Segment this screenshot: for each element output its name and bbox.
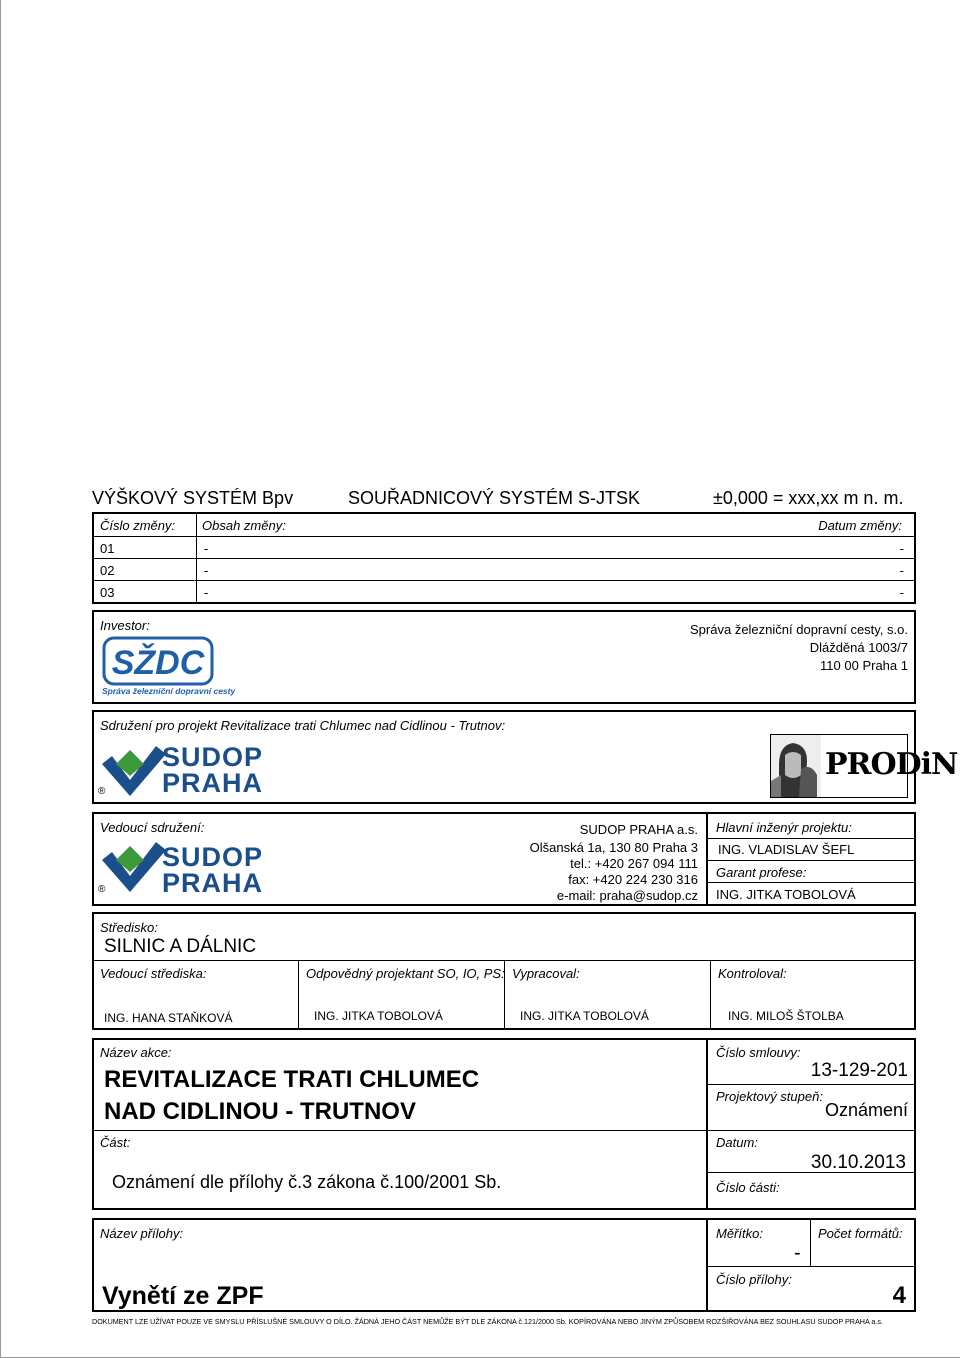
association-label: Sdružení pro projekt Revitalizace trati Chlumec nad Cidlinou - Trutnov: xyxy=(100,718,506,733)
chief-engineer-name: ING. VLADISLAV ŠEFL xyxy=(718,842,855,857)
scale-label: Měřítko: xyxy=(716,1226,763,1241)
center-name: SILNIC A DÁLNIC xyxy=(104,936,257,957)
change-date: - xyxy=(899,541,904,556)
lead-label: Vedoucí sdružení: xyxy=(100,820,205,835)
attachment-name-label: Název přílohy: xyxy=(100,1226,184,1241)
attachment-number: 4 xyxy=(892,1282,906,1309)
contract-number: 13-129-201 xyxy=(810,1060,908,1081)
action-name-line2: NAD CIDLINOU - TRUTNOV xyxy=(104,1098,416,1125)
responsible-designer-name: ING. JITKA TOBOLOVÁ xyxy=(314,1009,443,1023)
checked-by-label: Kontroloval: xyxy=(718,966,787,981)
project-stage: Oznámení xyxy=(824,1100,908,1120)
part-label: Část: xyxy=(100,1135,131,1150)
sudop-logo-line2: PRAHA xyxy=(162,768,264,798)
action-name-label: Název akce: xyxy=(100,1045,172,1060)
company-address: Olšanská 1a, 130 80 Praha 3 xyxy=(529,840,698,855)
szdc-logo xyxy=(100,636,236,698)
center-head-label: Vedoucí střediska: xyxy=(100,966,207,981)
project-stage-label: Projektový stupeň: xyxy=(716,1089,823,1104)
responsible-designer-label: Odpovědný projektant SO, IO, PS: xyxy=(306,966,505,981)
checked-by-name: ING. MILOŠ ŠTOLBA xyxy=(728,1009,844,1023)
registered-mark: ® xyxy=(98,786,106,797)
chief-engineer-label: Hlavní inženýr projektu: xyxy=(716,820,852,835)
prodin-statue-image xyxy=(771,735,821,797)
sudop-logo-mark xyxy=(100,838,170,896)
sudop-logo-mark xyxy=(100,742,170,800)
registered-mark: ® xyxy=(98,884,106,895)
col-change-date: Datum změny: xyxy=(818,518,902,533)
part-name: Oznámení dle přílohy č.3 zákona č.100/2001 Sb. xyxy=(112,1172,502,1192)
investor-name: Správa železniční dopravní cesty, s.o. xyxy=(690,622,908,637)
footer-disclaimer: DOKUMENT LZE UŽÍVAT POUZE VE SMYSLU PŘÍSLUŠNÉ SMLOUVY O DÍLO. ŽÁDNÁ JEHO ČÁST NEMŮŽE BÝT DLE ZÁKONA č.121/2000 Sb. KOPÍROVÁNA NEBO JINÝM ZPŮSOBEM ROZŠIŘOVÁNA BEZ SOUHLASU SUDOP PRAHA a.s. xyxy=(92,1317,883,1326)
project-box xyxy=(92,1038,916,1210)
change-content: - xyxy=(204,563,209,578)
changes-table xyxy=(92,512,916,604)
guarantor-name: ING. JITKA TOBOLOVÁ xyxy=(716,887,856,902)
szdc-logo-subtext: Správa železniční dopravní cesty xyxy=(102,686,236,696)
sudop-logo xyxy=(100,742,300,800)
coordinate-system: SOUŘADNICOVÝ SYSTÉM S-JTSK xyxy=(348,488,641,508)
center-head-name: ING. HANA STAŇKOVÁ xyxy=(104,1011,233,1025)
guarantor-label: Garant profese: xyxy=(716,865,807,880)
company-fax: fax: +420 224 230 316 xyxy=(568,872,698,887)
prodin-logo xyxy=(770,734,958,798)
sudop-logo-line1: SUDOP xyxy=(162,742,264,772)
company-tel: tel.: +420 267 094 111 xyxy=(570,856,698,871)
attachment-box xyxy=(92,1218,916,1312)
attachment-number-label: Číslo přílohy: xyxy=(716,1272,792,1287)
col-change-number: Číslo změny: xyxy=(100,518,176,533)
attachment-name: Vynětí ze ZPF xyxy=(102,1282,264,1310)
prepared-by-name: ING. JITKA TOBOLOVÁ xyxy=(520,1009,649,1023)
sudop-logo xyxy=(100,836,300,898)
zero-level: ±0,000 = xxx,xx m n. m. xyxy=(713,488,904,508)
change-content: - xyxy=(204,541,209,556)
prepared-by-label: Vypracoval: xyxy=(512,966,580,981)
center-label: Středisko: xyxy=(100,920,158,935)
change-date: - xyxy=(899,585,904,600)
investor-city: 110 00 Praha 1 xyxy=(820,658,908,673)
date-label: Datum: xyxy=(716,1135,758,1150)
center-box xyxy=(92,912,916,1030)
company-email: e-mail: praha@sudop.cz xyxy=(556,888,698,903)
col-change-content: Obsah změny: xyxy=(202,518,286,533)
investor-box xyxy=(92,610,916,704)
lead-box xyxy=(92,812,916,906)
change-number: 03 xyxy=(100,585,115,600)
change-number: 01 xyxy=(100,541,115,556)
svg-text:SŽDC: SŽDC xyxy=(111,644,205,682)
association-box xyxy=(92,710,958,804)
investor-label: Investor: xyxy=(100,618,150,633)
height-system: VÝŠKOVÝ SYSTÉM Bpv xyxy=(92,488,294,508)
sudop-logo-line2: PRAHA xyxy=(162,868,264,898)
prodin-logo-text: PRODiN xyxy=(825,747,958,782)
investor-street: Dlážděná 1003/7 xyxy=(809,640,908,655)
contract-number-label: Číslo smlouvy: xyxy=(716,1045,801,1060)
company-name: SUDOP PRAHA a.s. xyxy=(579,822,698,837)
part-number-label: Číslo části: xyxy=(716,1180,780,1195)
date-value: 30.10.2013 xyxy=(810,1152,906,1173)
scale-value: - xyxy=(794,1242,801,1264)
change-number: 02 xyxy=(100,563,115,578)
change-date: - xyxy=(899,563,904,578)
sudop-logo-line1: SUDOP xyxy=(162,842,264,872)
formats-count-label: Počet formátů: xyxy=(818,1226,903,1241)
change-content: - xyxy=(204,585,209,600)
action-name-line1: REVITALIZACE TRATI CHLUMEC xyxy=(104,1066,480,1093)
